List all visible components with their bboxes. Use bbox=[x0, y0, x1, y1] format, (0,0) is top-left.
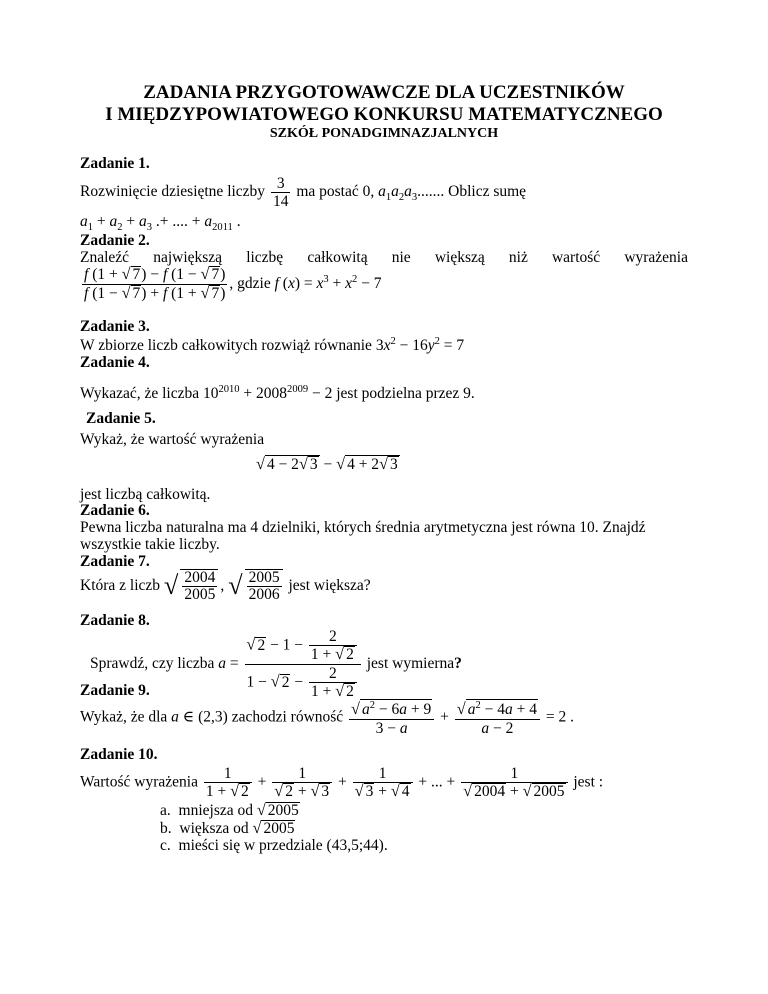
task-2-word: liczbę bbox=[246, 249, 284, 266]
compound-fraction: √ 2 − 1 − $\frac{2}{1 + √ 2}$ 1 − √ 2 − $\frac{2}{1 + √ 2}$ bbox=[245, 628, 361, 701]
task-10-line: Wartość wyrażenia $\frac{1}{1 + √ 2}$ + $\frac{1}{√ 2 + √ 3}$ + $\frac{1}{√ 3 + √ 4}$ + ... + $\frac{1}{√ 2004 + √ 2005}$ jest : bbox=[80, 765, 604, 801]
option-letter: b. bbox=[160, 820, 172, 837]
radical-fraction-2: $\frac{√ a^2 - 4a + 4}{a - 2}$ bbox=[455, 699, 540, 737]
radical-fraction-1: $\frac{√ a^2 - 6a + 9}{3 - a}$ bbox=[349, 699, 434, 737]
option-letter: c. bbox=[160, 837, 171, 854]
task-2-word: największą bbox=[153, 249, 223, 266]
option-a: a. mniejsza od √ 2005 bbox=[160, 801, 299, 819]
diophantine-equation: $3x^2 - 16y^2 = 7$ bbox=[375, 336, 465, 355]
task-1-text: Rozwinięcie dziesiętne liczby bbox=[80, 183, 266, 201]
task-8-line: Sprawdź, czy liczba a = √ 2 − 1 − $\frac{2}{1 + √ 2}$ 1 − √ 2 − $\frac{2}{1 + √ 2}$ jest wymierna? bbox=[90, 628, 462, 700]
option-text: większa od bbox=[179, 820, 249, 837]
fraction-3-over-14: $\frac{3}{14}$ bbox=[272, 175, 289, 211]
task-7-heading: Zadanie 7. bbox=[80, 553, 150, 570]
task-2-word: wartość bbox=[551, 249, 601, 266]
task-4-text-b: jest podzielna przez 9. bbox=[336, 385, 475, 403]
option-text: mieści się w przedziale (43,5;44). bbox=[178, 837, 388, 854]
task-10-text: Wartość wyrażenia bbox=[80, 773, 198, 791]
document-subtitle: SZKÓŁ PONADGIMNAZJALNYCH bbox=[269, 126, 499, 141]
document-title-line1: ZADANIA PRZYGOTOWAWCZE DLA UCZESTNIKÓW bbox=[143, 82, 625, 103]
option-text: mniejsza od bbox=[178, 802, 253, 819]
decimal-expansion-formula: 0, $a_1a_2a_3$...... bbox=[362, 183, 441, 204]
option-letter: a. bbox=[160, 802, 171, 819]
task-3-heading: Zadanie 3. bbox=[80, 318, 150, 335]
task-8-question-mark: ? bbox=[454, 655, 462, 673]
task-7-line: Która z liczb √ $\frac{2004}{2005}$ , √ $\frac{2005}{2006}$ jest większa? bbox=[80, 569, 371, 604]
task-2-word: nie bbox=[391, 249, 411, 266]
task-2-line bbox=[80, 249, 688, 267]
task-2-word: większą bbox=[434, 249, 485, 266]
task-2-heading: Zadanie 2. bbox=[80, 232, 150, 249]
task-2-word: Znaleźć bbox=[80, 249, 130, 266]
task-1-line bbox=[80, 175, 526, 210]
task-3-line bbox=[80, 336, 464, 355]
option-b: b. większa od √ 2005 bbox=[160, 819, 295, 837]
task-9-heading: Zadanie 9. bbox=[80, 682, 150, 699]
task-9-line: Wykaż, że dla a ∈ (2,3) zachodzi równość $\frac{√ a^2 - 6a + 9}{3 - a}$ + $\frac{√ a^2 - 4a + 4}{a - 2}$ = 2 . bbox=[80, 700, 574, 738]
task-6-heading: Zadanie 6. bbox=[80, 502, 150, 519]
task-2-where-text: , gdzie bbox=[229, 274, 271, 292]
task-8-heading: Zadanie 8. bbox=[80, 612, 150, 629]
power-expression: $10^{2010} + 2008^{2009} - 2$ bbox=[202, 384, 333, 403]
task-9-text-b: zachodzi równość bbox=[231, 708, 344, 726]
task-2-word: wyrażenia bbox=[624, 249, 688, 266]
fraction-2005-over-2006: $\frac{2005}{2006}$ bbox=[245, 569, 283, 604]
task-2-word: niż bbox=[508, 249, 528, 266]
task-7-text: Która z liczb bbox=[80, 576, 161, 594]
nested-radical-expression: √ 4 − 2√ 3 − √ 4 + 2√ 3 bbox=[256, 455, 398, 473]
task-4-text: Wykazać, że liczba bbox=[80, 385, 200, 403]
task-5-text: Wykaż, że wartość wyrażenia bbox=[80, 431, 265, 448]
task-7-text-b: jest większa? bbox=[288, 576, 371, 594]
function-ratio-fraction: $\frac{f (1 + √ 7) - f (1 - √ 7)}{f (1 - √ 7) + f (1 + √ 7)}$ bbox=[84, 265, 226, 302]
task-8-text: Sprawdź, czy liczba bbox=[90, 655, 215, 673]
task-10-heading: Zadanie 10. bbox=[80, 746, 158, 763]
task-6-line2: wszystkie takie liczby. bbox=[80, 536, 220, 553]
task-6-line1: Pewna liczba naturalna ma 4 dzielniki, których średnia arytmetyczna jest równa 10. Znajdź bbox=[80, 519, 646, 536]
sum-formula: $a_1 + a_2 + a_3$ .+ .... + $a_{2011}$ . bbox=[80, 213, 241, 234]
task-9-text: Wykaż, że dla bbox=[80, 708, 168, 726]
task-1-heading: Zadanie 1. bbox=[80, 155, 150, 172]
task-2-word: całkowitą bbox=[307, 249, 368, 266]
task-5-heading: Zadanie 5. bbox=[86, 410, 156, 427]
function-definition: f $(x) = x^3 + x^2 - 7$ bbox=[274, 273, 382, 292]
fraction-2004-over-2005: $\frac{2004}{2005}$ bbox=[180, 569, 218, 604]
task-4-heading: Zadanie 4. bbox=[80, 354, 150, 371]
task-1-text-c: . Oblicz sumę bbox=[440, 183, 527, 201]
task-1-text-b: ma postać bbox=[296, 183, 359, 201]
document-title-line2: I MIĘDZYPOWIATOWEGO KONKURSU MATEMATYCZNEGO bbox=[105, 104, 663, 125]
task-5-text-b: jest liczbą całkowitą. bbox=[80, 486, 211, 503]
task-8-text-b: jest wymierna bbox=[366, 655, 455, 673]
task-3-text: W zbiorze liczb całkowitych rozwiąż równanie bbox=[80, 337, 372, 355]
task-2-expression bbox=[80, 266, 382, 303]
option-c bbox=[160, 837, 388, 855]
task-10-text-b: jest : bbox=[573, 773, 604, 791]
task-4-line bbox=[80, 384, 475, 403]
